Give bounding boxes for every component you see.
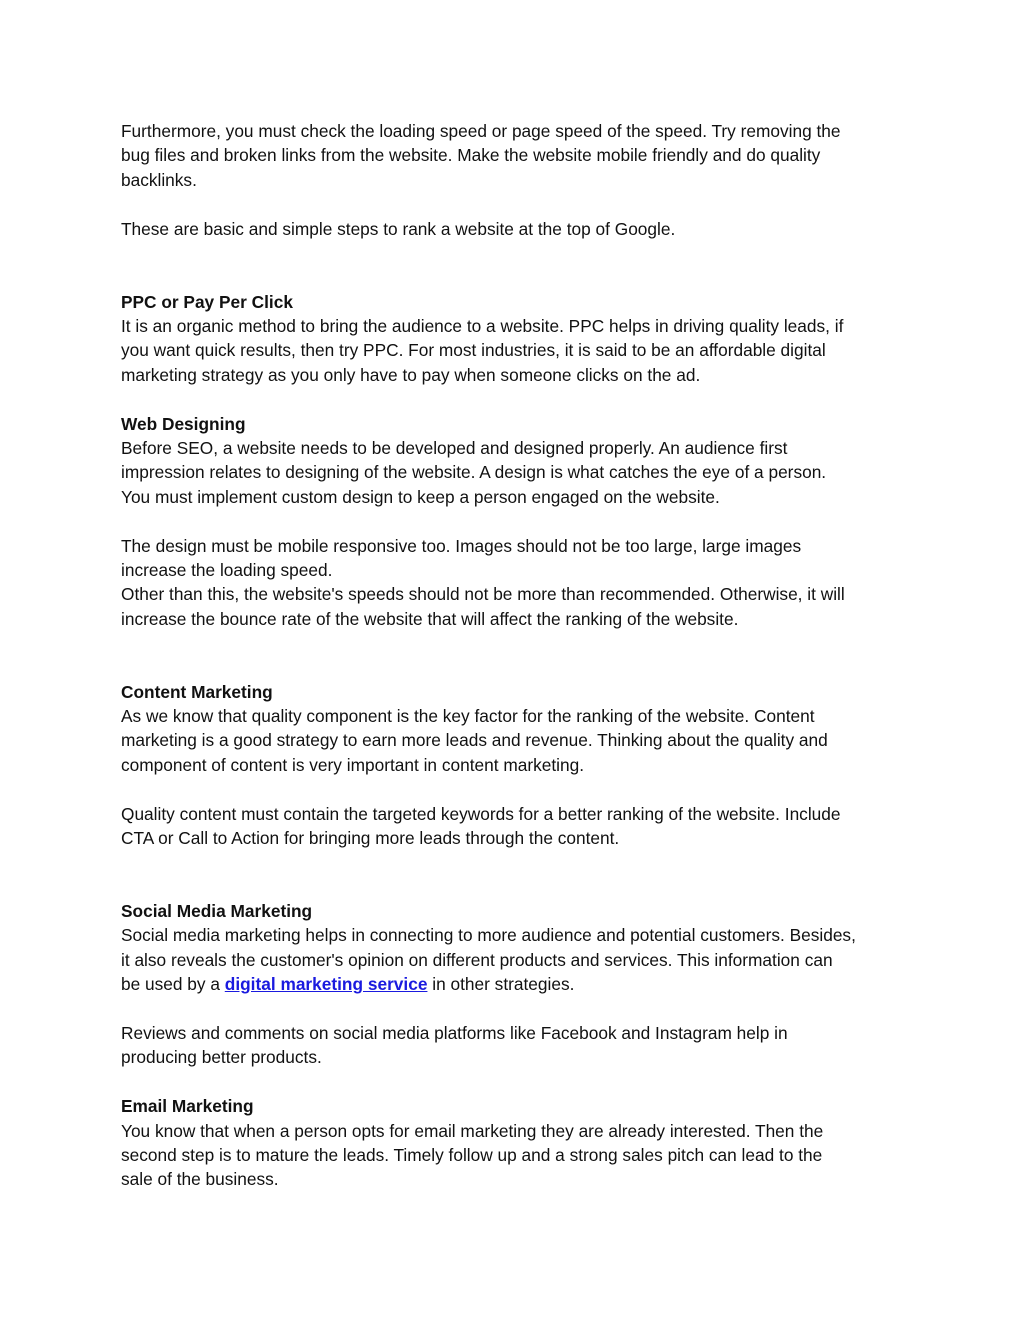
web-designing-section (121, 412, 911, 510)
email-marketing-section (121, 1094, 911, 1192)
content-marketing-paragraph-2 (121, 802, 911, 851)
digital-marketing-service-link[interactable]: digital marketing service (224, 974, 428, 995)
text-line: sale of the business. (121, 1169, 279, 1190)
text-line: producing better products. (121, 1047, 322, 1068)
intro-paragraph (121, 119, 911, 192)
text-line: Social media marketing helps in connecting to more audience and potential customers. Besides, (121, 925, 856, 946)
text-line: CTA or Call to Action for bringing more leads through the content. (121, 828, 620, 849)
text-line: Reviews and comments on social media platforms like Facebook and Instagram help in (121, 1023, 788, 1044)
text-line: Furthermore, you must check the loading speed or page speed of the speed. Try removing the (121, 121, 841, 141)
intro-closing-paragraph (121, 217, 911, 241)
text-line: Other than this, the website's speeds should not be more than recommended. Otherwise, it will (121, 584, 845, 605)
text-fragment: in other strategies. (427, 974, 575, 995)
section-heading: PPC or Pay Per Click (121, 291, 293, 312)
text-line: marketing strategy as you only have to pay when someone clicks on the ad. (121, 364, 701, 385)
document-page (121, 119, 911, 1192)
section-heading: Email Marketing (121, 1096, 254, 1117)
section-heading: Social Media Marketing (121, 901, 313, 921)
text-line: impression relates to designing of the website. A design is what catches the eye of a person. (121, 462, 827, 483)
section-heading: Content Marketing (121, 681, 273, 702)
content-marketing-section (121, 680, 911, 778)
text-line: increase the bounce rate of the website that will affect the ranking of the website. (121, 608, 739, 629)
text-line: you want quick results, then try PPC. For most industries, it is said to be an affordable digital (121, 340, 826, 361)
social-media-paragraph-2 (121, 1021, 911, 1070)
web-designing-paragraph-2 (121, 534, 911, 632)
ppc-section (121, 290, 911, 388)
text-line: second step is to mature the leads. Timely follow up and a strong sales pitch can lead to the (121, 1145, 823, 1166)
text-line: marketing is a good strategy to earn more leads and revenue. Thinking about the quality and (121, 730, 828, 751)
text-fragment: be used by a (121, 974, 225, 995)
text-line: You must implement custom design to keep a person engaged on the website. (121, 486, 720, 507)
text-line: increase the loading speed. (121, 559, 333, 580)
text-line: As we know that quality component is the key factor for the ranking of the website. Content (121, 706, 815, 727)
text-line: it also reveals the customer's opinion on different products and services. This information can (121, 949, 833, 970)
text-line: bug files and broken links from the website. Make the website mobile friendly and do quality (121, 145, 821, 166)
text-line: Quality content must contain the targeted keywords for a better ranking of the website. Include (121, 803, 841, 824)
text-line: These are basic and simple steps to rank a website at the top of Google. (121, 218, 676, 239)
text-line-with-link (121, 972, 911, 996)
text-line: backlinks. (121, 169, 197, 190)
text-line: You know that when a person opts for email marketing they are already interested. Then the (121, 1120, 824, 1141)
social-media-section (121, 899, 911, 997)
text-line: component of content is very important in content marketing. (121, 754, 584, 775)
text-line: The design must be mobile responsive too. Images should not be too large, large images (121, 535, 802, 556)
section-heading: Web Designing (121, 413, 246, 434)
text-line: Before SEO, a website needs to be developed and designed properly. An audience first (121, 437, 788, 458)
text-line: It is an organic method to bring the audience to a website. PPC helps in driving quality leads, if (121, 315, 844, 336)
